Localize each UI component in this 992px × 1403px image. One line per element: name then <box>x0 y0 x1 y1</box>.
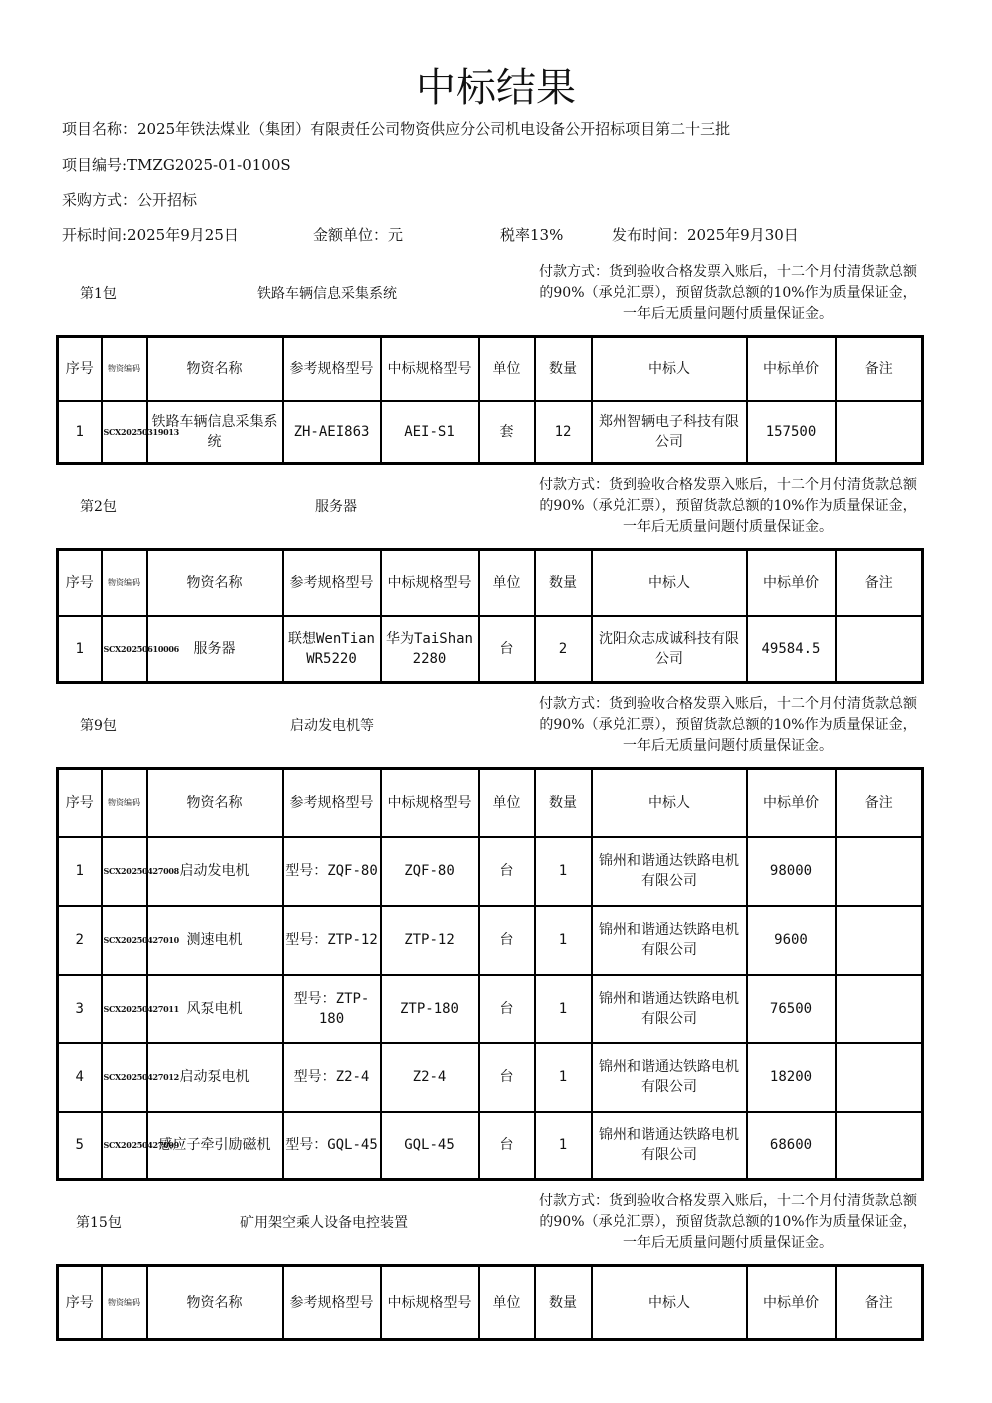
cell-ref-spec: 型号：Z2-4 <box>283 1043 381 1112</box>
table-header-row <box>58 769 923 837</box>
header-code: 物资编码 <box>102 769 147 837</box>
package-label: 第15包 <box>76 1215 122 1231</box>
cell-ref-spec: 联想WenTian WR5220 <box>283 616 381 683</box>
cell-name: 测速电机 <box>147 906 283 975</box>
currency-unit: 金额单位：元 <box>313 226 404 244</box>
cell-price: 18200 <box>747 1043 836 1112</box>
cell-code: SCX20250319013 <box>102 401 147 464</box>
cell-winner: 锦州和谐通达铁路电机有限公司 <box>592 1112 747 1180</box>
header-price: 中标单价 <box>747 550 836 616</box>
payment-terms: 付款方式：货到验收合格发票入账后，十二个月付清货款总额的90%（承兑汇票），预留货款总额的10%作为质量保证金，一年后无质量问题付质量保证金。 <box>539 264 917 322</box>
cell-name: 感应子牵引励磁机 <box>147 1112 283 1180</box>
cell-unit: 套 <box>479 401 535 464</box>
cell-remark <box>836 401 923 464</box>
publish-time: 发布时间：2025年9月30日 <box>612 226 799 244</box>
package-table <box>56 548 924 684</box>
table-row <box>58 975 923 1043</box>
header-remark: 备注 <box>836 550 923 616</box>
header-remark: 备注 <box>836 769 923 837</box>
header-remark: 备注 <box>836 337 923 401</box>
package-label: 第2包 <box>80 499 117 515</box>
package-table <box>56 1264 924 1341</box>
cell-winner: 锦州和谐通达铁路电机有限公司 <box>592 837 747 906</box>
header-winner: 中标人 <box>592 337 747 401</box>
cell-remark <box>836 616 923 683</box>
open-time: 开标时间:2025年9月25日 <box>62 226 239 244</box>
cell-unit: 台 <box>479 975 535 1043</box>
cell-name: 铁路车辆信息采集系统 <box>147 401 283 464</box>
package-label: 第9包 <box>80 718 117 734</box>
cell-price: 76500 <box>747 975 836 1043</box>
cell-unit: 台 <box>479 1043 535 1112</box>
package-name: 铁路车辆信息采集系统 <box>257 286 397 302</box>
cell-win-spec: AEI-S1 <box>381 401 479 464</box>
cell-qty: 1 <box>535 906 592 975</box>
cell-price: 49584.5 <box>747 616 836 683</box>
cell-win-spec: GQL-45 <box>381 1112 479 1180</box>
cell-remark <box>836 1043 923 1112</box>
header-win-spec: 中标规格型号 <box>381 1266 479 1340</box>
cell-winner: 锦州和谐通达铁路电机有限公司 <box>592 906 747 975</box>
cell-winner: 锦州和谐通达铁路电机有限公司 <box>592 1043 747 1112</box>
cell-winner: 沈阳众志成诚科技有限公司 <box>592 616 747 683</box>
project-number: 项目编号:TMZG2025-01-0100S <box>62 156 291 174</box>
cell-remark <box>836 837 923 906</box>
header-win-spec: 中标规格型号 <box>381 769 479 837</box>
header-price: 中标单价 <box>747 769 836 837</box>
header-remark: 备注 <box>836 1266 923 1340</box>
package-table <box>56 767 924 1181</box>
header-code: 物资编码 <box>102 337 147 401</box>
cell-seq: 1 <box>58 616 102 683</box>
table-row <box>58 401 923 464</box>
header-winner: 中标人 <box>592 550 747 616</box>
header-unit: 单位 <box>479 1266 535 1340</box>
cell-unit: 台 <box>479 616 535 683</box>
cell-remark <box>836 975 923 1043</box>
cell-code: SCX20250427011 <box>102 975 147 1043</box>
header-price: 中标单价 <box>747 1266 836 1340</box>
cell-price: 98000 <box>747 837 836 906</box>
cell-qty: 1 <box>535 1112 592 1180</box>
header-unit: 单位 <box>479 550 535 616</box>
cell-unit: 台 <box>479 1112 535 1180</box>
cell-win-spec: ZTP-12 <box>381 906 479 975</box>
package-table <box>56 335 924 465</box>
project-name: 项目名称：2025年铁法煤业（集团）有限责任公司物资供应分公司机电设备公开招标项目第二十三批 <box>62 120 731 138</box>
header-win-spec: 中标规格型号 <box>381 337 479 401</box>
cell-remark <box>836 906 923 975</box>
cell-qty: 1 <box>535 975 592 1043</box>
header-name: 物资名称 <box>147 550 283 616</box>
cell-winner: 郑州智辆电子科技有限公司 <box>592 401 747 464</box>
header-ref-spec: 参考规格型号 <box>283 769 381 837</box>
cell-win-spec: ZQF-80 <box>381 837 479 906</box>
header-qty: 数量 <box>535 550 592 616</box>
header-ref-spec: 参考规格型号 <box>283 550 381 616</box>
cell-seq: 1 <box>58 837 102 906</box>
cell-code: SCX20250427012 <box>102 1043 147 1112</box>
cell-seq: 1 <box>58 401 102 464</box>
payment-terms: 付款方式：货到验收合格发票入账后，十二个月付清货款总额的90%（承兑汇票），预留货款总额的10%作为质量保证金，一年后无质量问题付质量保证金。 <box>539 1193 917 1251</box>
tax-rate: 税率13% <box>500 226 564 244</box>
header-seq: 序号 <box>58 337 102 401</box>
header-seq: 序号 <box>58 1266 102 1340</box>
header-code: 物资编码 <box>102 1266 147 1340</box>
table-header-row <box>58 1266 923 1340</box>
table-row <box>58 616 923 683</box>
header-seq: 序号 <box>58 769 102 837</box>
cell-win-spec: 华为TaiShan 2280 <box>381 616 479 683</box>
header-name: 物资名称 <box>147 769 283 837</box>
header-name: 物资名称 <box>147 337 283 401</box>
cell-name: 风泵电机 <box>147 975 283 1043</box>
package-name: 启动发电机等 <box>290 718 374 734</box>
cell-name: 启动泵电机 <box>147 1043 283 1112</box>
cell-qty: 1 <box>535 1043 592 1112</box>
table-header-row <box>58 337 923 401</box>
header-unit: 单位 <box>479 337 535 401</box>
cell-qty: 12 <box>535 401 592 464</box>
cell-qty: 1 <box>535 837 592 906</box>
cell-unit: 台 <box>479 906 535 975</box>
header-winner: 中标人 <box>592 1266 747 1340</box>
header-seq: 序号 <box>58 550 102 616</box>
payment-terms: 付款方式：货到验收合格发票入账后，十二个月付清货款总额的90%（承兑汇票），预留货款总额的10%作为质量保证金，一年后无质量问题付质量保证金。 <box>539 477 917 535</box>
table-row <box>58 1112 923 1180</box>
header-code: 物资编码 <box>102 550 147 616</box>
table-row <box>58 906 923 975</box>
table-row <box>58 837 923 906</box>
cell-code: SCX20250427009 <box>102 1112 147 1180</box>
cell-remark <box>836 1112 923 1180</box>
package-name: 服务器 <box>315 499 357 515</box>
header-win-spec: 中标规格型号 <box>381 550 479 616</box>
header-winner: 中标人 <box>592 769 747 837</box>
header-name: 物资名称 <box>147 1266 283 1340</box>
cell-seq: 2 <box>58 906 102 975</box>
table-row <box>58 1043 923 1112</box>
header-ref-spec: 参考规格型号 <box>283 337 381 401</box>
cell-ref-spec: 型号：GQL-45 <box>283 1112 381 1180</box>
cell-ref-spec: ZH-AEI863 <box>283 401 381 464</box>
cell-qty: 2 <box>535 616 592 683</box>
page-title: 中标结果 <box>416 65 576 111</box>
cell-code: SCX20250427010 <box>102 906 147 975</box>
cell-win-spec: ZTP-180 <box>381 975 479 1043</box>
header-ref-spec: 参考规格型号 <box>283 1266 381 1340</box>
cell-price: 9600 <box>747 906 836 975</box>
cell-seq: 5 <box>58 1112 102 1180</box>
cell-unit: 台 <box>479 837 535 906</box>
table-header-row <box>58 550 923 616</box>
cell-seq: 4 <box>58 1043 102 1112</box>
cell-name: 启动发电机 <box>147 837 283 906</box>
cell-winner: 锦州和谐通达铁路电机有限公司 <box>592 975 747 1043</box>
cell-name: 服务器 <box>147 616 283 683</box>
payment-terms: 付款方式：货到验收合格发票入账后，十二个月付清货款总额的90%（承兑汇票），预留货款总额的10%作为质量保证金，一年后无质量问题付质量保证金。 <box>539 696 917 754</box>
cell-price: 157500 <box>747 401 836 464</box>
cell-ref-spec: 型号：ZTP-180 <box>283 975 381 1043</box>
cell-code: SCX20250610006 <box>102 616 147 683</box>
header-qty: 数量 <box>535 337 592 401</box>
procurement-method: 采购方式：公开招标 <box>62 191 198 209</box>
header-qty: 数量 <box>535 769 592 837</box>
cell-seq: 3 <box>58 975 102 1043</box>
cell-code: SCX20250427008 <box>102 837 147 906</box>
header-price: 中标单价 <box>747 337 836 401</box>
cell-win-spec: Z2-4 <box>381 1043 479 1112</box>
cell-ref-spec: 型号：ZQF-80 <box>283 837 381 906</box>
cell-ref-spec: 型号：ZTP-12 <box>283 906 381 975</box>
package-label: 第1包 <box>80 286 117 302</box>
header-qty: 数量 <box>535 1266 592 1340</box>
cell-price: 68600 <box>747 1112 836 1180</box>
header-unit: 单位 <box>479 769 535 837</box>
package-name: 矿用架空乘人设备电控装置 <box>240 1215 408 1231</box>
